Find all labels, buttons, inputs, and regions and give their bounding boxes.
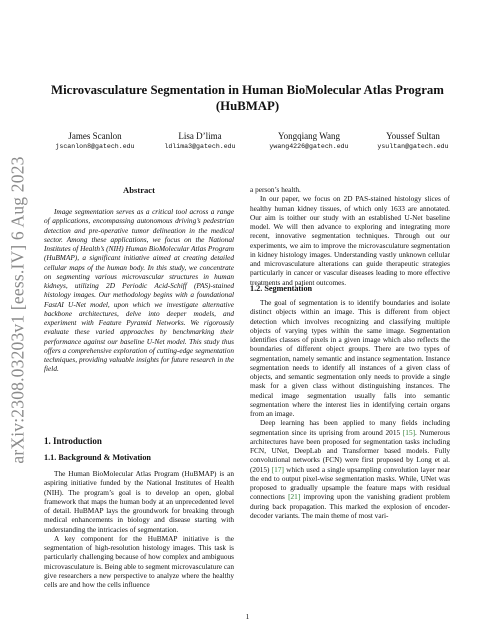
author-email: ldlima3@gatech.edu <box>164 143 236 150</box>
text-run: improving upon the vanishing gradient problem during back propagation. This marked the explosion of encoder-decoder variants. The main theme of most vari- <box>250 492 450 520</box>
arxiv-stamp <box>3 150 33 470</box>
citation-link[interactable]: [15] <box>402 427 416 437</box>
author-email: ysultan@gatech.edu <box>377 143 449 150</box>
author-email: ywang4226@gatech.edu <box>269 143 349 150</box>
right-column-body <box>250 185 450 287</box>
author-name: Yongqiang Wang <box>278 131 340 141</box>
paragraph: A key component for the HuBMAP initiative is the segmentation of high-resolution histology images. This task is particularly challenging because of how complex and ambiguous microvasculature is. Being able to segment microvasculature can give researchers a new perspective to analyze where the healthy cells are and how the cells influence <box>44 533 234 589</box>
author-name: Youssef Sultan <box>386 131 440 141</box>
paragraph: In our paper, we focus on 2D PAS-stained histology slices of healthy human kidney tissues, of which only 1633 are annotated. Our aim is toither our study with an established U-Net baseline model. We will then advance to exploring and integrating more recent, innovative segmentation techniques. Through out our experiments, we aim to improve the microvasculature segmentation in kidney histology images. Understanding vastly unknown cellular and microvasculature alterations can guide therapeutic strategies particularly in cancer or vascular diseases leading to more effective treatments and patient outcomes. <box>250 194 450 287</box>
paper-title: Microvasculature Segmentation in Human BioMolecular Atlas Program (HuBMAP) <box>51 83 444 113</box>
subsection-heading-segmentation: 1.2. Segmentation <box>250 284 313 293</box>
author-2 <box>145 130 255 152</box>
paragraph <box>250 418 450 520</box>
left-column-body <box>44 469 234 589</box>
author-4 <box>358 130 468 152</box>
page-number: 1 <box>245 612 250 621</box>
subsection-heading-background: 1.1. Background & Motivation <box>44 453 151 462</box>
text-run: . Numerous architectures have been proposed for segmentation tasks including FCN, UNet, DeepLab and Transformer based models. Fully convolutional networks (FCN) were first proposed by Long et al. (2015) <box>250 427 450 474</box>
citation-link[interactable]: [21] <box>288 492 301 502</box>
abstract-text: Image segmentation serves as a critical tool across a range of applications, encompassing autonomous driving’s pedestrian detection and pre-operative tumor delineation in the medical sector. Among these applications, we focus on the National Institutes of Health’s (NIH) Human BioMolecular Atlas Program (HuBMAP), a significant initiative aimed at creating detailed cellular maps of the human body. In this study, we concentrate on segmenting various microvascular structures in human kidneys, utilizing 2D Periodic Acid-Schiff (PAS)-stained histology images. Our methodology begins with a foundational FastAI U-Net model, upon which we investigate alternative backbone architectures, delve into deeper models, and experiment with Feature Pyramid Networks. We rigorously evaluate these varied approaches by benchmarking their performance against our baseline U-Net model. This study thus offers a comprehensive exploration of cutting-edge segmentation techniques, providing valuable insights for future research in the field. <box>44 207 234 374</box>
right-column-body-2 <box>250 298 450 520</box>
paragraph: The goal of segmentation is to identify boundaries and isolate distinct objects within an image. This is different from object detection which involves recognizing and classifying multiple objects of varying types within the same image. Segmentation identifies classes of pixels in a given image which also reflects the boundaries of different object groups. There are two types of segmentation, namely semantic and instance segmentation. Instance segmentation needs to identify all instances of a given class of objects, and semantic segmentation only needs to provide a single mask for a given class without distinguishing instances. The medical image segmentation usually falls into semantic segmentation where the interest lies in identifying certain organs from an image. <box>250 298 450 418</box>
paragraph: The Human BioMolecular Atlas Program (HuBMAP) is an aspiring initiative funded by the National Institutes of Health (NIH). The program’s goal is to develop an open, global framework that maps the human body at an unprecedented level of detail. HuBMAP lays the groundwork for breaking through medical enhancements in biology and disease starting with understanding the intricacies of segmentation. <box>44 469 234 534</box>
paragraph: a person’s health. <box>250 185 301 194</box>
author-email: jscanlon8@gatech.edu <box>55 143 135 150</box>
text-run: which used a single upsampling convolution layer near the end to output pixel-wise segmentation masks. While, UNet was proposed to gradually upsample the feature maps with residual connections <box>250 464 450 502</box>
abstract-heading: Abstract <box>123 185 155 195</box>
arxiv-stamp-text: arXiv:2308.03203v1 [eess.IV] 6 Aug 2023 <box>7 156 28 464</box>
author-1 <box>40 130 150 152</box>
author-name: James Scanlon <box>68 131 122 141</box>
author-list <box>40 130 465 160</box>
text-run: Deep learning has been applied to many fields including segmentation since its uprising from around 2015 <box>250 418 450 437</box>
author-3 <box>254 130 364 152</box>
author-name: Lisa D’lima <box>178 131 222 141</box>
citation-link[interactable]: [17] <box>271 464 284 474</box>
section-heading-introduction: 1. Introduction <box>44 436 102 446</box>
